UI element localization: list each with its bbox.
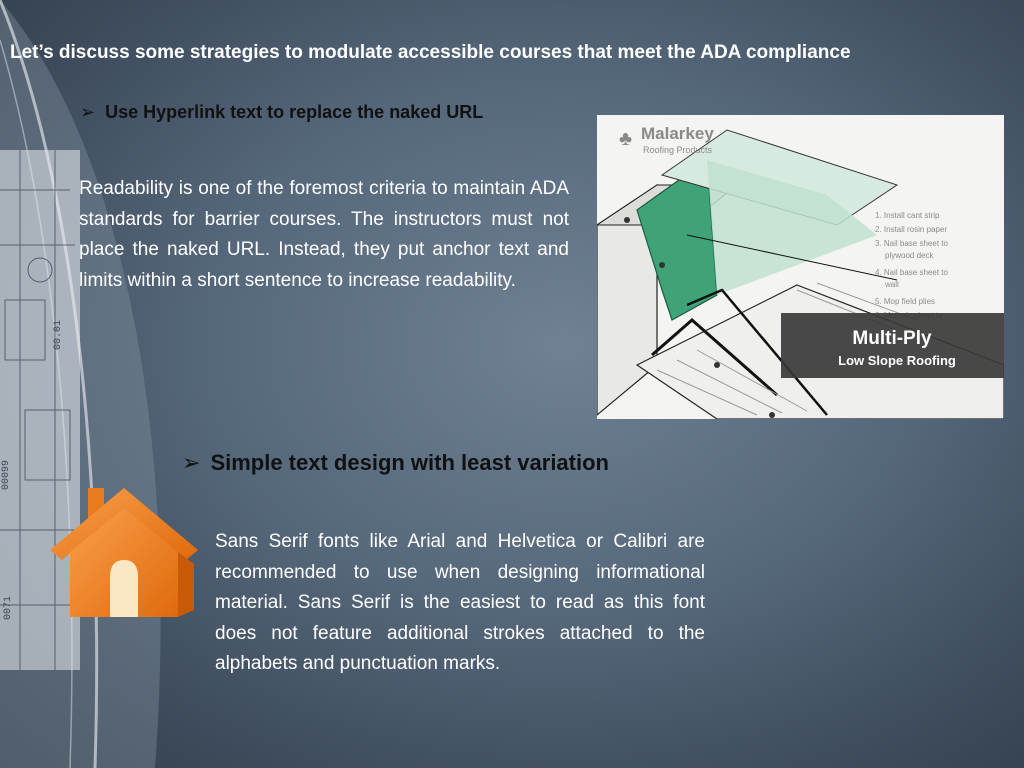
step-4: 4. Nail base sheet to xyxy=(875,268,948,277)
blueprint-label-3: 0071 xyxy=(3,595,14,620)
section-heading-text-design xyxy=(182,450,609,476)
step-3: 3. Nail base sheet to xyxy=(875,239,948,248)
section-heading-text: Simple text design with least variation xyxy=(210,450,609,475)
step-4b: wall xyxy=(885,280,899,289)
roofing-diagram-image xyxy=(597,115,1004,419)
step-5: 5. Mop field plies xyxy=(875,297,936,306)
blueprint-label-2: 00.01 xyxy=(53,319,64,350)
arrow-bullet-icon: ➢ xyxy=(182,450,201,475)
section-heading-hyperlink xyxy=(80,102,483,123)
step-1: 1. Install cant strip xyxy=(875,211,940,220)
section-body-text-design: Sans Serif fonts like Arial and Helvetica or Calibri are recommended to use when designing informational material. Sans Serif is the easiest to read as this font does not feature additional strokes attached to the alphabets and punctuation marks. xyxy=(215,531,705,674)
step-2: 2. Install rosin paper xyxy=(875,225,948,234)
badge-title: Multi-Ply xyxy=(852,328,932,349)
section-heading-text: Use Hyperlink text to replace the naked URL xyxy=(105,102,484,122)
slide-title: Let’s discuss some strategies to modulate accessible courses that meet the ADA compliance xyxy=(10,42,851,63)
badge-subtitle: Low Slope Roofing xyxy=(838,353,956,368)
blueprint-label-1: 00099 xyxy=(1,459,12,490)
logo-sub: Roofing Products xyxy=(643,145,713,155)
step-3b: plywood deck xyxy=(885,251,934,260)
svg-text:♣: ♣ xyxy=(619,128,633,150)
arrow-bullet-icon: ➢ xyxy=(80,102,96,122)
house-icon xyxy=(48,482,200,632)
section-body-hyperlink: Readability is one of the foremost criteria to maintain ADA standards for barrier courses. The instructors must not place the naked URL. Instead, they put anchor text and limits within a short sentence to increase readability. xyxy=(79,178,569,291)
logo-brand: Malarkey xyxy=(641,124,714,143)
